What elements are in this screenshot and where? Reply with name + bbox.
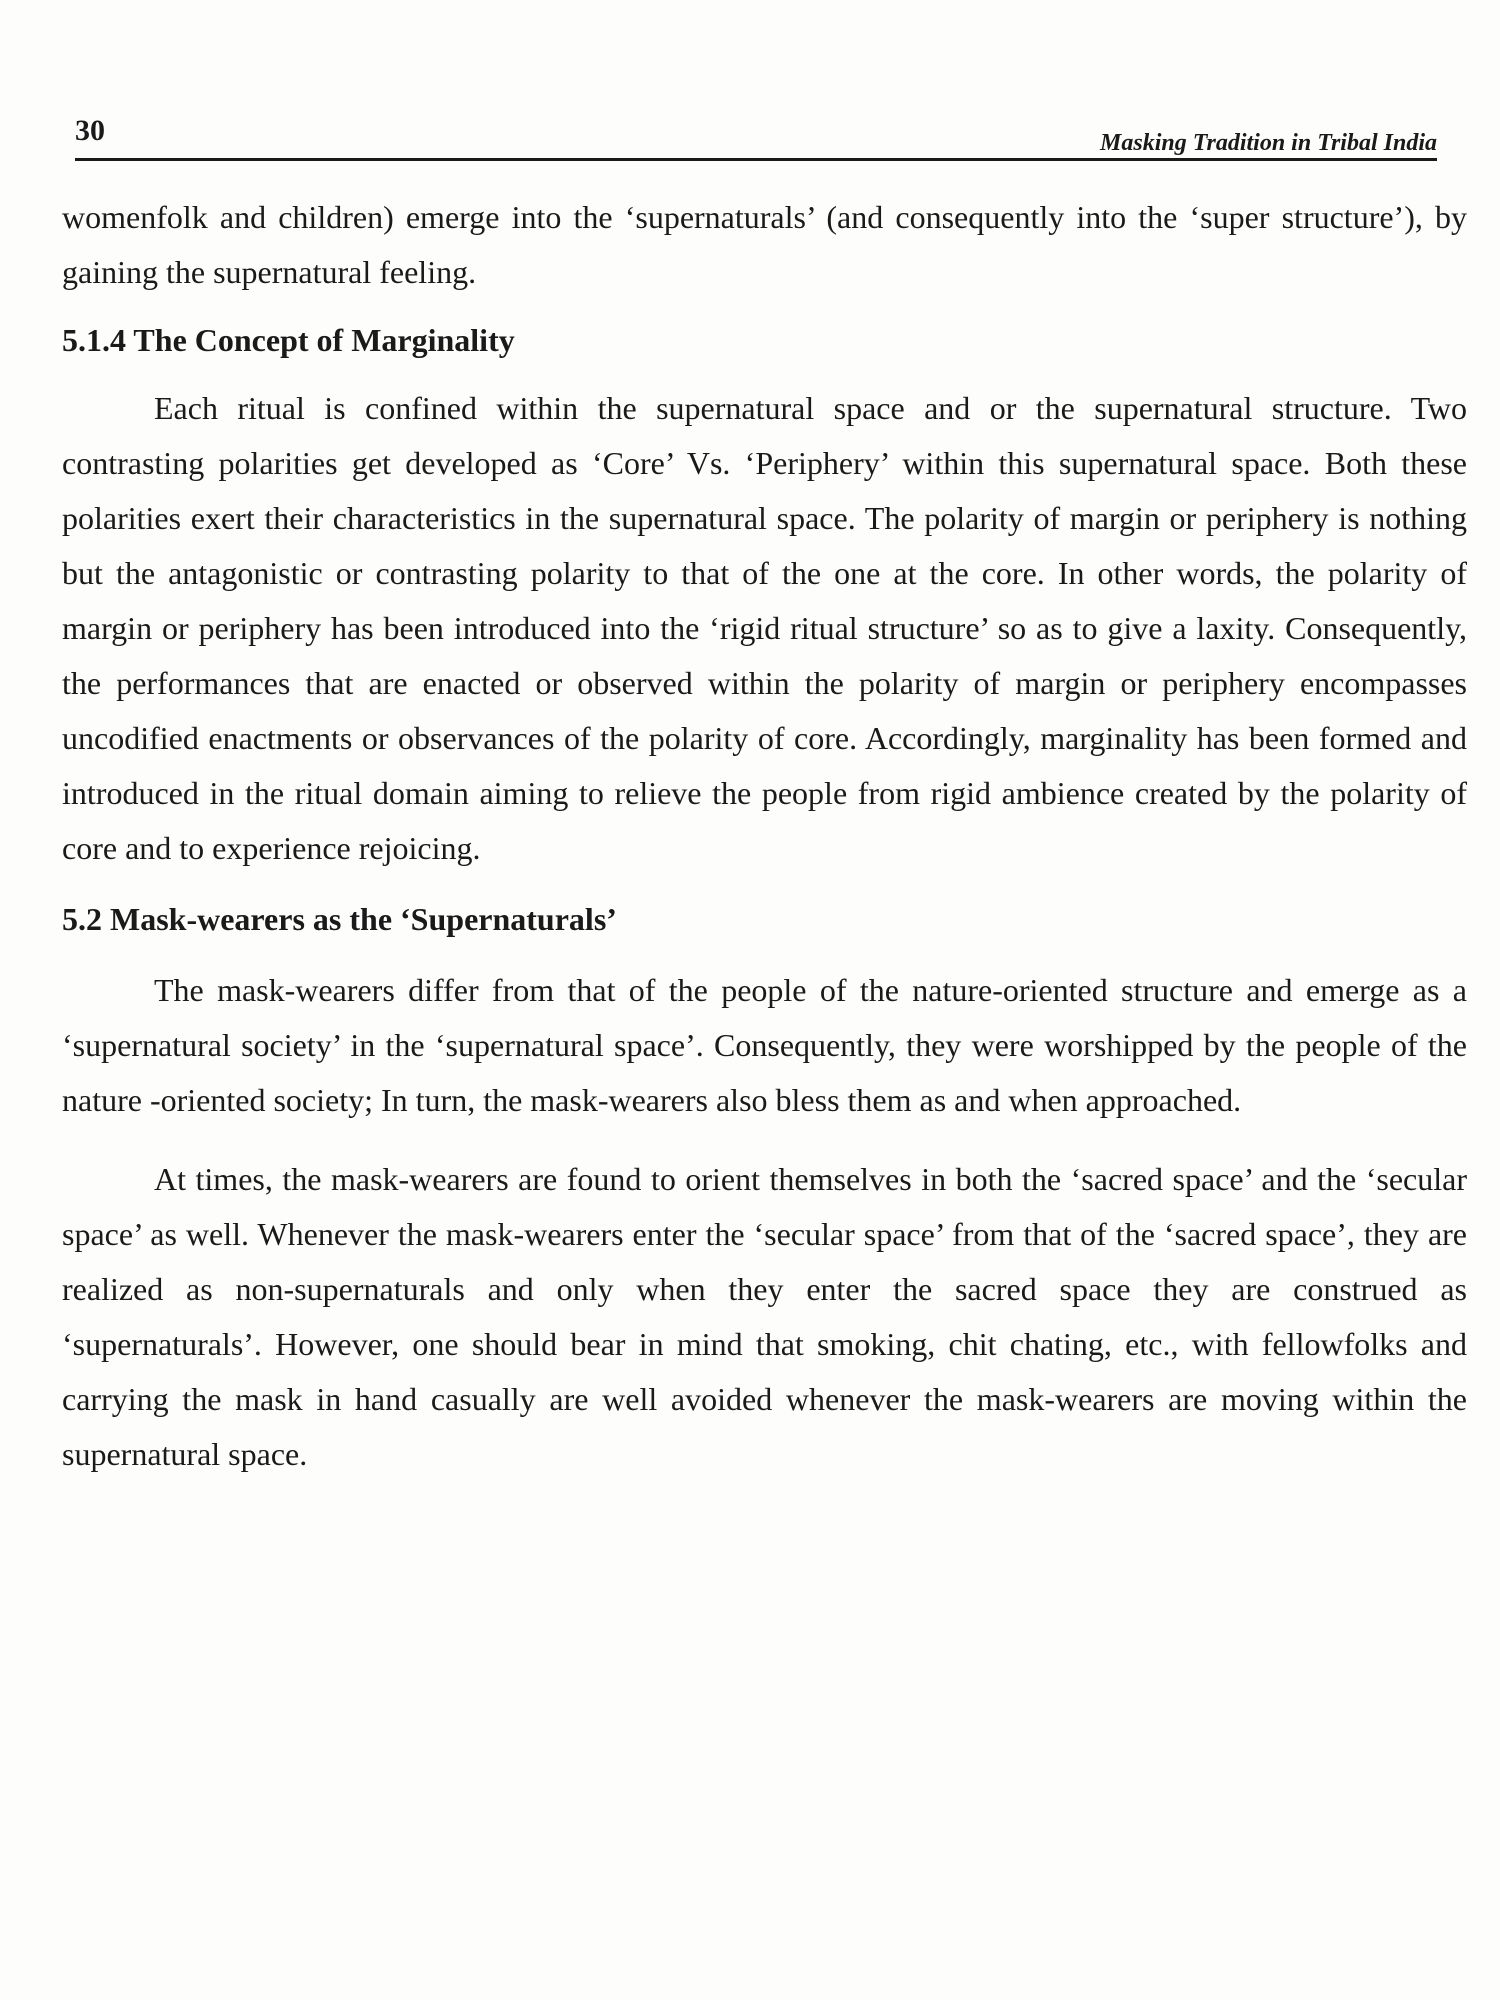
paragraph-mask-wearers-1: The mask-wearers differ from that of the people of the nature-oriented structure and emerge as a ‘supernatural society’ in the ‘supernatural space’. Consequently, they were worshipped by the people of the nature -oriented society; In turn, the mask-wearers also bless them as and when approached. — [62, 972, 1467, 1118]
page-number: 30 — [75, 114, 105, 147]
section-heading-mask-wearers: 5.2 Mask-wearers as the ‘Supernaturals’ — [62, 901, 617, 937]
page-header — [75, 110, 1437, 161]
section-heading-marginality: 5.1.4 The Concept of Marginality — [62, 322, 515, 358]
running-title: Masking Tradition in Tribal India — [1100, 130, 1437, 156]
paragraph-mask-wearers-2: At times, the mask-wearers are found to orient themselves in both the ‘sacred space’ and the ‘secular space’ as well. Whenever the mask-wearers enter the ‘secular space’ from that of the ‘sacred space’, they are realized as non-supernaturals and only when they enter the sacred space they are construed as ‘supernaturals’. However, one should bear in mind that smoking, chit chating, etc., with fellowfolks and carrying the mask in hand casually are well avoided whenever the mask-wearers are moving within the supernatural space. — [62, 1161, 1467, 1472]
paragraph-continuation: womenfolk and children) emerge into the ‘supernaturals’ (and consequently into the ‘super structure’), by gaining the supernatural feeling. — [62, 199, 1467, 290]
page-body — [62, 190, 1467, 1482]
paragraph-marginality: Each ritual is confined within the supernatural space and or the supernatural structure. Two contrasting polarities get developed as ‘Core’ Vs. ‘Periphery’ within this supernatural space. Both these polarities exert their characteristics in the supernatural space. The polarity of margin or periphery is nothing but the antagonistic or contrasting polarity to that of the one at the core. In other words, the polarity of margin or periphery has been introduced into the ‘rigid ritual structure’ so as to give a laxity. Consequently, the performances that are enacted or observed within the polarity of margin or periphery encompasses uncodified enactments or observances of the polarity of core. Accordingly, marginality has been formed and introduced in the ritual domain aiming to relieve the people from rigid ambience created by the polarity of core and to experience rejoicing. — [62, 390, 1467, 866]
